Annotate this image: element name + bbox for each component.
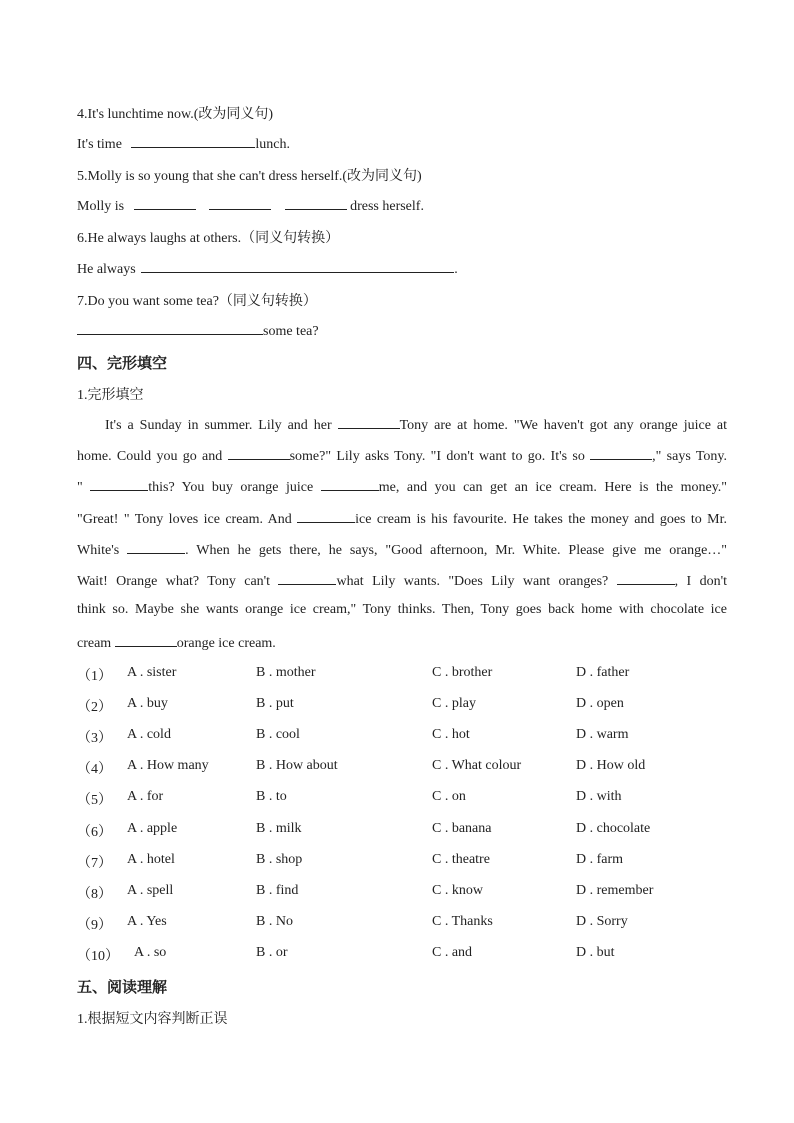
option-d[interactable]: D . Sorry [576,914,628,929]
cloze-blank-8[interactable] [278,571,336,585]
cloze-blank-9[interactable] [617,571,675,585]
option-a[interactable]: A . spell [127,883,174,898]
passage-text: home. Could you go and [77,449,228,465]
answer-6-prefix: He always [77,262,136,277]
option-d[interactable]: D . remember [576,883,654,898]
option-d[interactable]: D . warm [576,727,629,742]
option-number: （9） [77,918,112,933]
option-a[interactable]: A . apple [127,821,178,836]
option-a[interactable]: A . buy [127,696,168,711]
option-a[interactable]: A . so [134,945,167,960]
question-4 [77,103,273,123]
option-c[interactable]: C . play [432,696,476,711]
option-d[interactable]: D . How old [576,758,646,773]
answer-4-prefix: It's time [77,137,122,152]
option-c[interactable]: C . Thanks [432,914,493,929]
answer-line-5 [77,196,424,215]
passage-line [77,540,727,571]
option-b[interactable]: B . or [256,945,288,960]
option-number: （6） [77,825,112,840]
option-number: （4） [77,762,112,777]
question-5-text: 5.Molly is so young that she can't dress herself.(改为同义句) [77,169,422,184]
answer-blank[interactable] [141,259,454,273]
question-4-text: 4.It's lunchtime now.(改为同义句) [77,107,274,122]
option-number: （7） [77,856,112,871]
question-7 [77,290,317,310]
option-a[interactable]: A . sister [127,665,177,680]
cloze-blank-5[interactable] [321,477,379,491]
passage-line [77,477,727,508]
option-a[interactable]: A . How many [127,758,209,773]
cloze-blank-2[interactable] [228,446,290,460]
option-b[interactable]: B . No [256,914,293,929]
passage-text: White's [77,542,128,558]
answer-blank[interactable] [134,196,196,210]
passage-text: some?" Lily asks Tony. "I don't want to go. It's so [289,449,591,465]
option-d[interactable]: D . but [576,945,615,960]
answer-5-suffix: dress herself. [350,199,424,214]
passage-text: ," says Tony. [652,449,727,465]
option-a[interactable]: A . hotel [127,852,175,867]
passage-text: It's a Sunday in summer. Lily and her [105,418,338,433]
option-c[interactable]: C . know [432,883,483,898]
option-a[interactable]: A . for [127,789,164,804]
option-number: （3） [77,731,112,746]
option-c[interactable]: C . hot [432,727,470,742]
question-7-text: 7.Do you want some tea?（同义句转换） [77,294,317,309]
passage-text: this? You buy orange juice [148,480,321,496]
option-number: （2） [77,700,112,715]
passage-line [77,415,727,446]
option-b[interactable]: B . to [256,789,287,804]
cloze-blank-10[interactable] [115,633,177,647]
passage-text: . When he gets there, he says, "Good afternoon, Mr. White. Please give me orange…" [185,542,728,558]
passage-text: think so. Maybe she wants orange ice cream," Tony thinks. Then, Tony goes back home with chocolate ice [77,602,727,618]
cloze-blank-6[interactable] [297,509,355,523]
option-d[interactable]: D . open [576,696,624,711]
passage-text: Tony are at home. "We haven't got any orange juice at [399,418,727,433]
option-number: （8） [77,887,112,902]
option-b[interactable]: B . How about [256,758,338,773]
option-c[interactable]: C . brother [432,665,493,680]
passage-text: cream [77,636,115,652]
passage-text: " [77,480,91,496]
option-a[interactable]: A . Yes [127,914,167,929]
answer-blank[interactable] [285,196,347,210]
passage-line [77,602,727,633]
passage-line [77,633,727,664]
question-5 [77,165,422,185]
answer-5-prefix: Molly is [77,199,125,214]
option-b[interactable]: B . shop [256,852,303,867]
option-c[interactable]: C . and [432,945,473,960]
option-d[interactable]: D . farm [576,852,624,867]
cloze-blank-1[interactable] [338,415,400,429]
passage-text: me, and you can get an ice cream. Here is the money." [378,480,727,496]
answer-line-4 [77,134,290,153]
passage-text: orange ice cream. [176,636,276,652]
answer-7-suffix: some tea? [263,324,319,339]
cloze-subtitle: 1.完形填空 [77,388,144,403]
option-c[interactable]: C . What colour [432,758,522,773]
option-number: （1） [77,669,112,684]
option-b[interactable]: B . milk [256,821,302,836]
passage-text: "Great! " Tony loves ice cream. And [77,511,298,527]
option-d[interactable]: D . father [576,665,630,680]
option-b[interactable]: B . mother [256,665,316,680]
cloze-blank-4[interactable] [90,477,148,491]
option-b[interactable]: B . find [256,883,299,898]
passage-text: ice cream is his favourite. He takes the money and goes to Mr. [355,511,727,527]
option-d[interactable]: D . chocolate [576,821,651,836]
option-b[interactable]: B . cool [256,727,300,742]
answer-line-7 [77,321,319,340]
option-c[interactable]: C . banana [432,821,492,836]
reading-subtitle: 1.根据短文内容判断正误 [77,1012,228,1027]
section-heading-cloze: 四、完形填空 [77,354,168,372]
option-d[interactable]: D . with [576,789,622,804]
option-number: （5） [77,793,112,808]
answer-blank[interactable] [131,134,255,148]
passage-line [77,509,727,540]
question-6-text: 6.He always laughs at others.（同义句转换） [77,231,340,246]
answer-4-suffix: lunch. [255,137,291,152]
question-6 [77,227,339,247]
option-number: （10） [77,949,119,964]
option-c[interactable]: C . on [432,789,466,804]
cloze-blank-7[interactable] [127,540,185,554]
cloze-blank-3[interactable] [590,446,652,460]
answer-6-suffix: . [454,262,458,277]
cloze-passage [77,415,727,665]
passage-text: Wait! Orange what? Tony can't [77,573,279,589]
answer-line-6 [77,259,458,278]
answer-blank[interactable] [77,321,263,335]
option-c[interactable]: C . theatre [432,852,490,867]
answer-blank[interactable] [209,196,271,210]
option-b[interactable]: B . put [256,696,294,711]
passage-line [77,446,727,477]
passage-text: what Lily wants. "Does Lily want oranges? [336,573,617,589]
passage-line [77,571,727,602]
option-a[interactable]: A . cold [127,727,171,742]
passage-text: , I don't [674,573,727,589]
section-heading-reading: 五、阅读理解 [77,978,168,996]
